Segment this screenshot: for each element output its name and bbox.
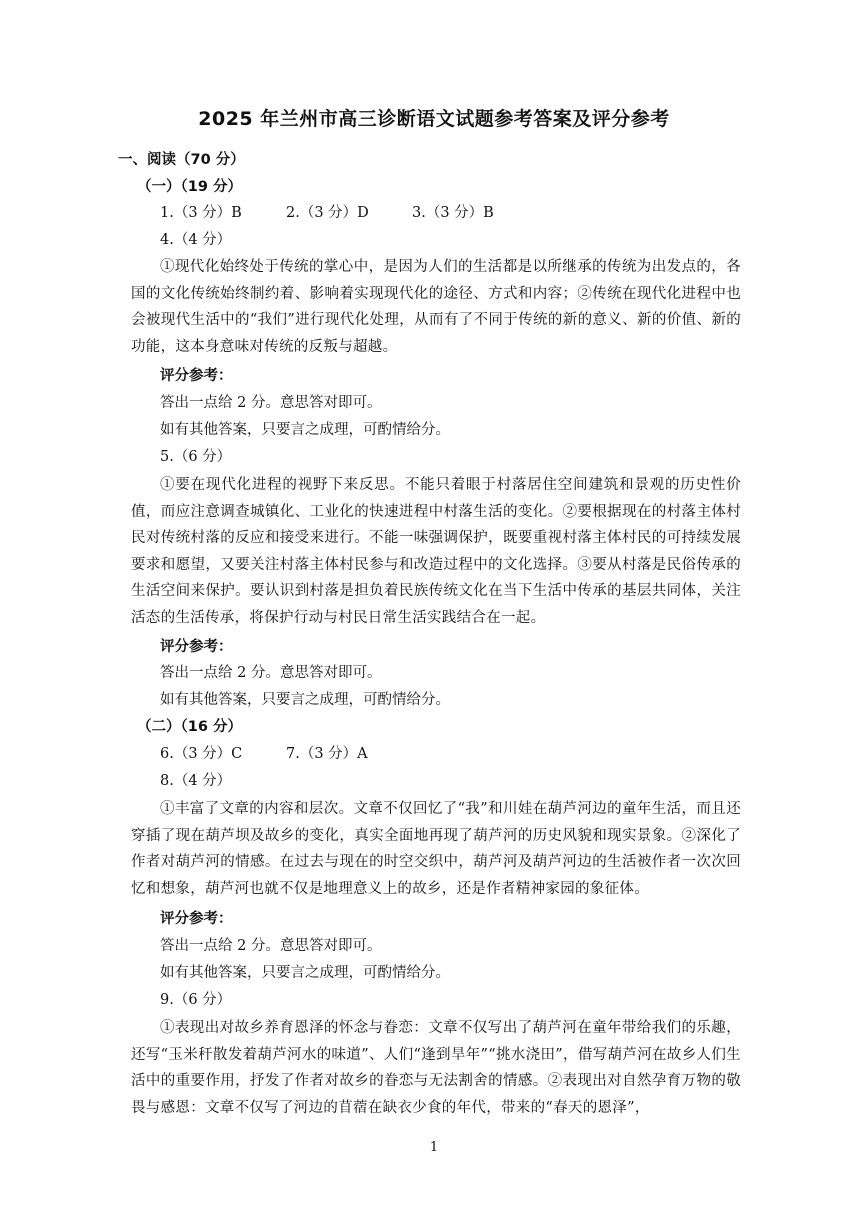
part-heading-1: （一）（19 分）	[137, 179, 242, 195]
question-8-score-label: 评分参考：	[160, 911, 233, 927]
mcq-answers-row-1	[160, 203, 494, 223]
question-5-heading: 5.（6 分）	[160, 449, 232, 465]
question-8-score-2: 如有其他答案，只要言之成理，可酌情给分。	[160, 965, 450, 981]
answer-q3: 3.（3 分）B	[412, 205, 494, 221]
page-title: 2025 年兰州市高三诊断语文试题参考答案及评分参考	[198, 108, 670, 130]
question-8-score-1: 答出一点给 2 分。意思答对即可。	[160, 938, 382, 954]
question-5-answer: ①要在现代化进程的视野下来反思。不能只着眼于村落居住空间建筑和景观的历史性价值，而应注意调查城镇化、工业化的快速进程中村落生活的变化。②要根据现在的村落主体村民对传统村落的反应和接受来进行。不能一味强调保护，既要重视村落主体村民的可持续发展要求和愿望，又要关注村落主体村民参与和改造过程中的文化选择。③要从村落是民俗传承的生活空间来保护。要认识到村落是担负着民族传统文化在当下生活中传承的基层共同体，关注活态的生活传承，将保护行动与村民日常生活实践结合在一起。	[131, 477, 741, 626]
question-5-score-2: 如有其他答案，只要言之成理，可酌情给分。	[160, 692, 450, 708]
answer-q6: 6.（3 分）C	[160, 746, 243, 762]
question-9-answer: ①表现出对故乡养育恩泽的怀念与眷恋：文章不仅写出了葫芦河在童年带给我们的乐趣，还写“玉米秆散发着葫芦河水的味道”、人们“逢到旱年”“挑水浇田”，借写葫芦河在故乡人们生活中的重要作用，抒发了作者对故乡的眷恋与无法割舍的情感。②表现出对自然孕育万物的敬畏与感恩：文章不仅写了河边的苜蓿在缺衣少食的年代，带来的“春天的恩泽”，	[131, 1020, 741, 1116]
question-5-score-label: 评分参考：	[160, 639, 233, 655]
question-4-score-2: 如有其他答案，只要言之成理，可酌情给分。	[160, 422, 450, 438]
question-9-heading: 9.（6 分）	[160, 992, 232, 1008]
answer-q7: 7.（3 分）A	[286, 746, 368, 762]
mcq-answers-row-2	[160, 744, 368, 764]
page-number: 1	[429, 1140, 439, 1155]
answer-q2: 2.（3 分）D	[286, 205, 369, 221]
section-heading-reading: 一、阅读（70 分）	[118, 152, 245, 168]
question-5-score-1: 答出一点给 2 分。意思答对即可。	[160, 665, 382, 681]
question-8-heading: 8.（4 分）	[160, 773, 232, 789]
question-4-answer: ①现代化始终处于传统的掌心中，是因为人们的生活都是以所继承的传统为出发点的，各国的文化传统始终制约着、影响着实现现代化的途径、方式和内容；②传统在现代化进程中也会被现代生活中的“我们”进行现代化处理，从而有了不同于传统的新的意义、新的价值、新的功能，这本身意味对传统的反叛与超越。	[131, 259, 741, 355]
question-4-score-1: 答出一点给 2 分。意思答对即可。	[160, 395, 382, 411]
question-8-answer: ①丰富了文章的内容和层次。文章不仅回忆了“我”和川娃在葫芦河边的童年生活，而且还穿插了现在葫芦坝及故乡的变化，真实全面地再现了葫芦河的历史风貌和现实景象。②深化了作者对葫芦河的情感。在过去与现在的时空交织中，葫芦河及葫芦河边的生活被作者一次次回忆和想象，葫芦河也就不仅是地理意义上的故乡，还是作者精神家园的象征体。	[131, 801, 741, 897]
part-heading-2: （二）（16 分）	[137, 719, 242, 735]
question-4-score-label: 评分参考：	[160, 368, 233, 384]
answer-q1: 1.（3 分）B	[160, 205, 242, 221]
question-4-heading: 4.（4 分）	[160, 232, 232, 248]
